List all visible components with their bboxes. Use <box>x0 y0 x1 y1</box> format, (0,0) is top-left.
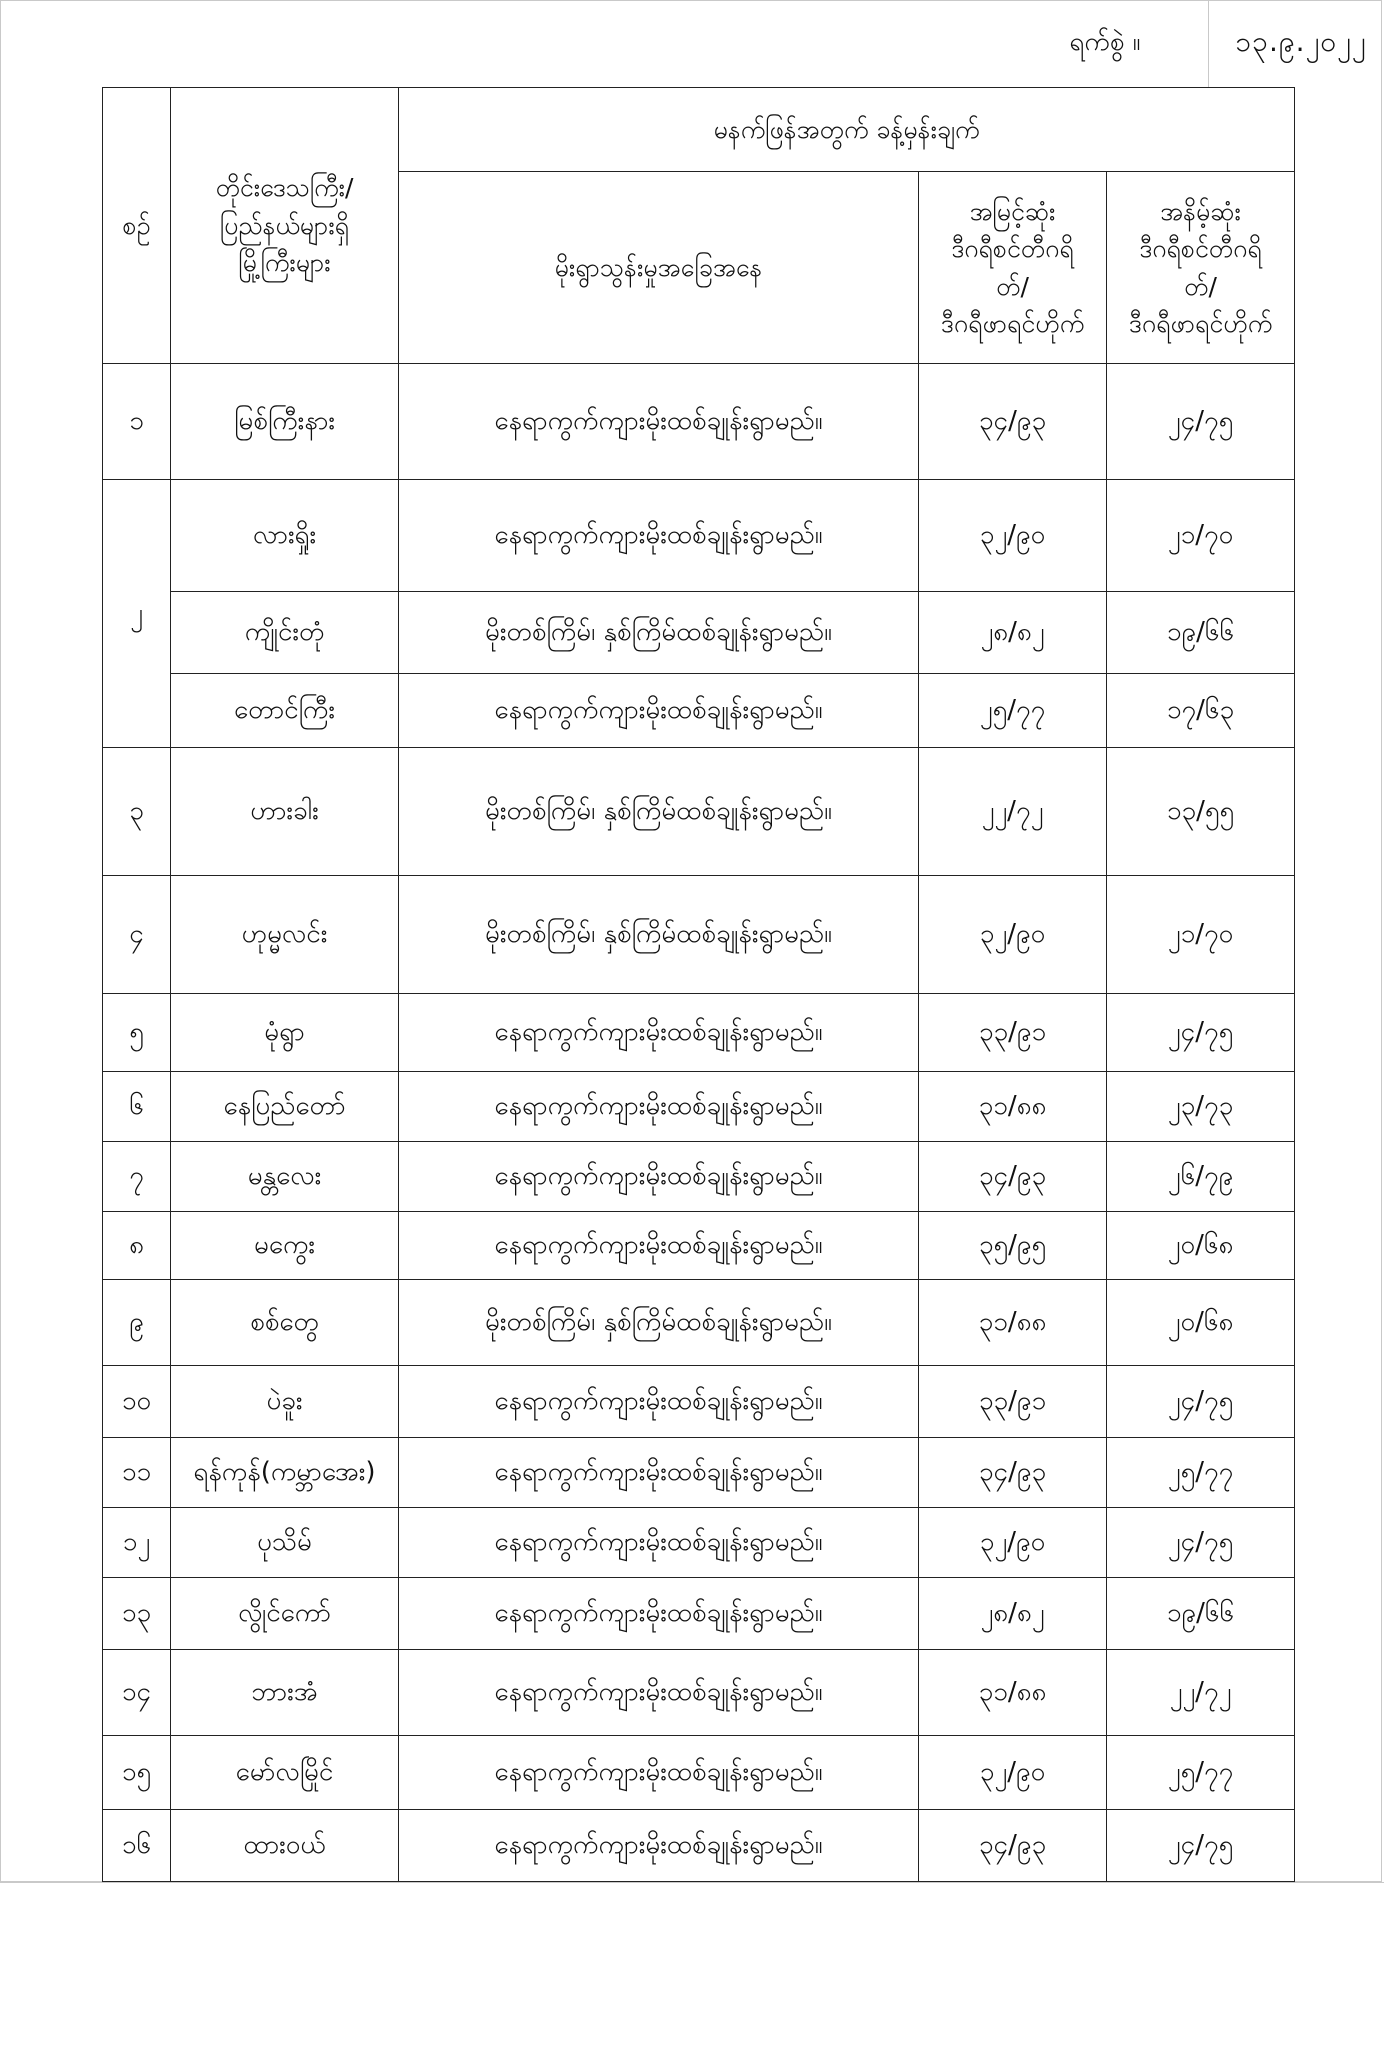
row-max: ၂၂/၇၂ <box>919 748 1107 876</box>
header-max-line: အမြင့်ဆုံး <box>969 196 1056 226</box>
row-no: ၄ <box>103 876 171 994</box>
row-condition: နေရာကွက်ကျားမိုးထစ်ချုန်းရွာမည်။ <box>399 1212 919 1280</box>
row-max: ၃၃/၉၁ <box>919 1366 1107 1438</box>
row-no: ၁၀ <box>103 1366 171 1438</box>
row-condition: နေရာကွက်ကျားမိုးထစ်ချုန်းရွာမည်။ <box>399 1578 919 1650</box>
header-min-temp <box>1107 172 1295 364</box>
row-no: ၂ <box>103 480 171 748</box>
row-no: ၆ <box>103 1072 171 1142</box>
row-min: ၂၆/၇၉ <box>1107 1142 1295 1212</box>
row-city: စစ်တွေ <box>171 1280 399 1366</box>
table-row <box>103 1810 1295 1882</box>
header-city <box>171 88 399 364</box>
row-condition: မိုးတစ်ကြိမ်၊ နှစ်ကြိမ်ထစ်ချုန်းရွာမည်။ <box>399 876 919 994</box>
row-min: ၂၃/၇၃ <box>1107 1072 1295 1142</box>
row-no: ၁ <box>103 364 171 480</box>
row-min: ၁၇/၆၃ <box>1107 674 1295 748</box>
row-max: ၃၃/၉၁ <box>919 994 1107 1072</box>
row-no: ၁၃ <box>103 1578 171 1650</box>
table-row <box>103 994 1295 1072</box>
table-row <box>103 1366 1295 1438</box>
table-row <box>103 364 1295 480</box>
row-max: ၂၈/၈၂ <box>919 1578 1107 1650</box>
row-no: ၉ <box>103 1280 171 1366</box>
row-max: ၃၁/၈၈ <box>919 1650 1107 1736</box>
row-city: ပဲခူး <box>171 1366 399 1438</box>
date-value: ၁၃.၉.၂၀၂၂ <box>1235 24 1367 58</box>
row-max: ၃၂/၉၀ <box>919 1736 1107 1810</box>
row-city: ကျိုင်းတုံ <box>171 592 399 674</box>
row-condition: နေရာကွက်ကျားမိုးထစ်ချုန်းရွာမည်။ <box>399 674 919 748</box>
row-no: ၁၂ <box>103 1508 171 1578</box>
row-max: ၃၄/၉၃ <box>919 1142 1107 1212</box>
header-forecast-group: မနက်ဖြန်အတွက် ခန့်မှန်းချက် <box>399 88 1295 172</box>
row-condition: မိုးတစ်ကြိမ်၊ နှစ်ကြိမ်ထစ်ချုန်းရွာမည်။ <box>399 748 919 876</box>
row-min: ၂၅/၇၇ <box>1107 1736 1295 1810</box>
row-max: ၃၄/၉၃ <box>919 364 1107 480</box>
header-max-line: ဒီဂရီစင်တီဂရိ <box>951 234 1074 263</box>
row-condition: နေရာကွက်ကျားမိုးထစ်ချုန်းရွာမည်။ <box>399 1810 919 1882</box>
row-city: နေပြည်တော် <box>171 1072 399 1142</box>
row-min: ၂၄/၇၅ <box>1107 1366 1295 1438</box>
header-min-line: ဒီဂရီစင်တီဂရိ <box>1139 234 1262 263</box>
row-max: ၂၈/၈၂ <box>919 592 1107 674</box>
row-min: ၂၄/၇၅ <box>1107 1508 1295 1578</box>
row-city: ပုသိမ် <box>171 1508 399 1578</box>
row-max: ၃၁/၈၈ <box>919 1280 1107 1366</box>
header-city-line: ပြည်နယ်များရှိ <box>219 210 350 240</box>
row-no: ၃ <box>103 748 171 876</box>
row-min: ၂၀/၆၈ <box>1107 1212 1295 1280</box>
header-max-temp <box>919 172 1107 364</box>
row-min: ၂၄/၇၅ <box>1107 994 1295 1072</box>
row-max: ၃၂/၉၀ <box>919 876 1107 994</box>
row-max: ၂၅/၇၇ <box>919 674 1107 748</box>
row-city: မော်လမြိုင် <box>171 1736 399 1810</box>
row-condition: နေရာကွက်ကျားမိုးထစ်ချုန်းရွာမည်။ <box>399 1142 919 1212</box>
row-city: လွိုင်ကော် <box>171 1578 399 1650</box>
row-city: ဘားအံ <box>171 1650 399 1736</box>
row-condition: နေရာကွက်ကျားမိုးထစ်ချုန်းရွာမည်။ <box>399 364 919 480</box>
row-city: မန္တလေး <box>171 1142 399 1212</box>
page-bottom-divider <box>0 1882 1384 1883</box>
header-city-line: တိုင်းဒေသကြီး/ <box>215 173 354 203</box>
header-condition: မိုးရွာသွန်းမှုအခြေအနေ <box>399 172 919 364</box>
row-city: မကွေး <box>171 1212 399 1280</box>
row-condition: မိုးတစ်ကြိမ်၊ နှစ်ကြိမ်ထစ်ချုန်းရွာမည်။ <box>399 1280 919 1366</box>
table-row <box>103 1736 1295 1810</box>
table-row <box>103 480 1295 592</box>
header-min-line: ဒီဂရီဖာရင်ဟိုက် <box>1128 309 1273 338</box>
row-min: ၂၄/၇၅ <box>1107 364 1295 480</box>
row-condition: နေရာကွက်ကျားမိုးထစ်ချုန်းရွာမည်။ <box>399 1366 919 1438</box>
table-row <box>103 592 1295 674</box>
row-min: ၂၅/၇၇ <box>1107 1438 1295 1508</box>
row-no: ၅ <box>103 994 171 1072</box>
row-city: တောင်ကြီး <box>171 674 399 748</box>
row-condition: နေရာကွက်ကျားမိုးထစ်ချုန်းရွာမည်။ <box>399 480 919 592</box>
header-no: စဉ် <box>103 88 171 364</box>
row-condition: မိုးတစ်ကြိမ်၊ နှစ်ကြိမ်ထစ်ချုန်းရွာမည်။ <box>399 592 919 674</box>
row-no: ၁၆ <box>103 1810 171 1882</box>
table-row <box>103 1650 1295 1736</box>
date-row <box>102 0 1367 87</box>
row-city: ဟားခါး <box>171 748 399 876</box>
table-row <box>103 1578 1295 1650</box>
table-row <box>103 1072 1295 1142</box>
row-max: ၃၄/၉၃ <box>919 1438 1107 1508</box>
row-no: ၁၄ <box>103 1650 171 1736</box>
row-min: ၁၉/၆၆ <box>1107 1578 1295 1650</box>
row-city: လားရှိုး <box>171 480 399 592</box>
row-no: ၁၅ <box>103 1736 171 1810</box>
date-label: ရက်စွဲ ။ <box>1069 27 1141 57</box>
row-no: ၈ <box>103 1212 171 1280</box>
table-row <box>103 1508 1295 1578</box>
header-city-line: မြို့ကြီးများ <box>238 248 331 278</box>
forecast-table <box>102 87 1295 1882</box>
table-row <box>103 1438 1295 1508</box>
row-condition: နေရာကွက်ကျားမိုးထစ်ချုန်းရွာမည်။ <box>399 1072 919 1142</box>
row-min: ၂၂/၇၂ <box>1107 1650 1295 1736</box>
row-min: ၂၀/၆၈ <box>1107 1280 1295 1366</box>
row-condition: နေရာကွက်ကျားမိုးထစ်ချုန်းရွာမည်။ <box>399 1650 919 1736</box>
table-header <box>103 88 1295 364</box>
row-condition: နေရာကွက်ကျားမိုးထစ်ချုန်းရွာမည်။ <box>399 1508 919 1578</box>
table-row <box>103 674 1295 748</box>
header-min-line: အနိမ့်ဆုံး <box>1160 196 1241 226</box>
row-condition: နေရာကွက်ကျားမိုးထစ်ချုန်းရွာမည်။ <box>399 994 919 1072</box>
row-city: ရန်ကုန်(ကမ္ဘာအေး) <box>171 1438 399 1508</box>
table-row <box>103 876 1295 994</box>
table-row <box>103 1142 1295 1212</box>
row-city: မုံရွာ <box>171 994 399 1072</box>
header-min-line: တ်/ <box>1184 271 1217 301</box>
row-min: ၂၁/၇၀ <box>1107 876 1295 994</box>
row-min: ၁၃/၅၅ <box>1107 748 1295 876</box>
row-condition: နေရာကွက်ကျားမိုးထစ်ချုန်းရွာမည်။ <box>399 1438 919 1508</box>
row-no: ၇ <box>103 1142 171 1212</box>
row-condition: နေရာကွက်ကျားမိုးထစ်ချုန်းရွာမည်။ <box>399 1736 919 1810</box>
row-city: ထားဝယ် <box>171 1810 399 1882</box>
row-city: မြစ်ကြီးနား <box>171 364 399 480</box>
row-max: ၃၅/၉၅ <box>919 1212 1107 1280</box>
table-body <box>103 364 1295 1882</box>
row-no: ၁၁ <box>103 1438 171 1508</box>
table-row <box>103 1212 1295 1280</box>
row-city: ဟုမ္မလင်း <box>171 876 399 994</box>
table-row <box>103 1280 1295 1366</box>
row-max: ၃၄/၉၃ <box>919 1810 1107 1882</box>
row-max: ၃၁/၈၈ <box>919 1072 1107 1142</box>
row-min: ၂၄/၇၅ <box>1107 1810 1295 1882</box>
row-min: ၁၉/၆၆ <box>1107 592 1295 674</box>
header-max-line: တ်/ <box>996 271 1029 301</box>
row-max: ၃၂/၉၀ <box>919 1508 1107 1578</box>
table-row <box>103 748 1295 876</box>
row-min: ၂၁/၇၀ <box>1107 480 1295 592</box>
row-max: ၃၂/၉၀ <box>919 480 1107 592</box>
header-max-line: ဒီဂရီဖာရင်ဟိုက် <box>940 309 1085 338</box>
